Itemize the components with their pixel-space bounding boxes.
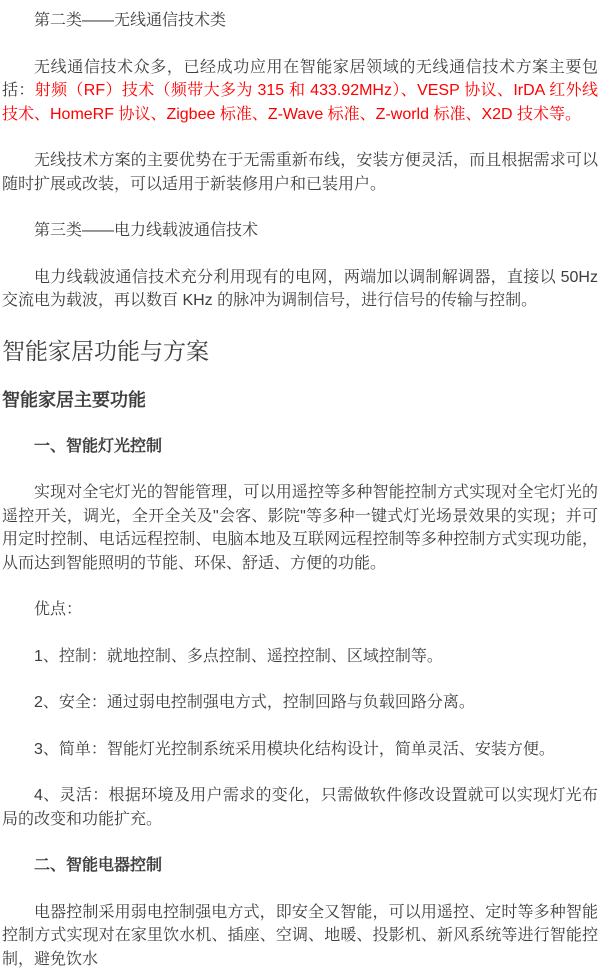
para-powerline-carrier: 电力线载波通信技术充分利用现有的电网，两端加以调制解调器，直接以 50Hz 交流电为载波，再以数百 KHz 的脉冲为调制信号，进行信号的传输与控制。 (2, 266, 598, 313)
para-wireless-intro (2, 56, 598, 127)
section-title-smart-lighting-control: 一、智能灯光控制 (2, 435, 598, 459)
para-category3-title: 第三类——电力线载波通信技术 (2, 219, 598, 243)
para-wireless-advantage: 无线技术方案的主要优势在于无需重新布线，安装方便灵活，而且根据需求可以随时扩展或改装，可以适用于新装修用户和已装用户。 (2, 149, 598, 196)
para-advantages-label: 优点： (2, 598, 598, 622)
heading-smart-home-functions-and-solutions: 智能家居功能与方案 (2, 336, 598, 366)
list-item-advantage-flexibility: 4、灵活：根据环境及用户需求的变化，只需做软件修改设置就可以实现灯光布局的改变和功能扩充。 (2, 784, 598, 831)
list-item-advantage-safety: 2、安全：通过弱电控制强电方式，控制回路与负载回路分离。 (2, 691, 598, 715)
section-title-smart-appliance-control: 二、智能电器控制 (2, 854, 598, 878)
para-wireless-intro-lead: 无线通信技术众多，已经成功应用在智能家居领域的无线通信技术方案主要包括： (2, 59, 598, 100)
para-appliance-description: 电器控制采用弱电控制强电方式，即安全又智能，可以用遥控、定时等多种智能控制方式实现对在家里饮水机、插座、空调、地暖、投影机、新风系统等进行智能控制，避免饮水 (2, 901, 598, 971)
heading-smart-home-main-functions: 智能家居主要功能 (2, 388, 598, 413)
list-item-advantage-control: 1、控制：就地控制、多点控制、遥控控制、区域控制等。 (2, 645, 598, 669)
para-category2-title: 第二类——无线通信技术类 (2, 9, 598, 33)
list-item-advantage-simplicity: 3、简单：智能灯光控制系统采用模块化结构设计，简单灵活、安装方便。 (2, 738, 598, 762)
para-wireless-intro-highlight: 射频（RF）技术（频带大多为 315 和 433.92MHz）、VESP 协议、IrDA 红外线技术、HomeRF 协议、Zigbee 标准、Z-Wave 标准、Z-world 标准、X2D 技术等。 (2, 82, 598, 123)
para-lighting-description: 实现对全宅灯光的智能管理，可以用遥控等多种智能控制方式实现对全宅灯光的遥控开关，调光，全开全关及"会客、影院"等多种一键式灯光场景效果的实现；并可用定时控制、电话远程控制、电脑本地及互联网远程控制等多种控制方式实现功能，从而达到智能照明的节能、环保、舒适、方便的功能。 (2, 481, 598, 575)
